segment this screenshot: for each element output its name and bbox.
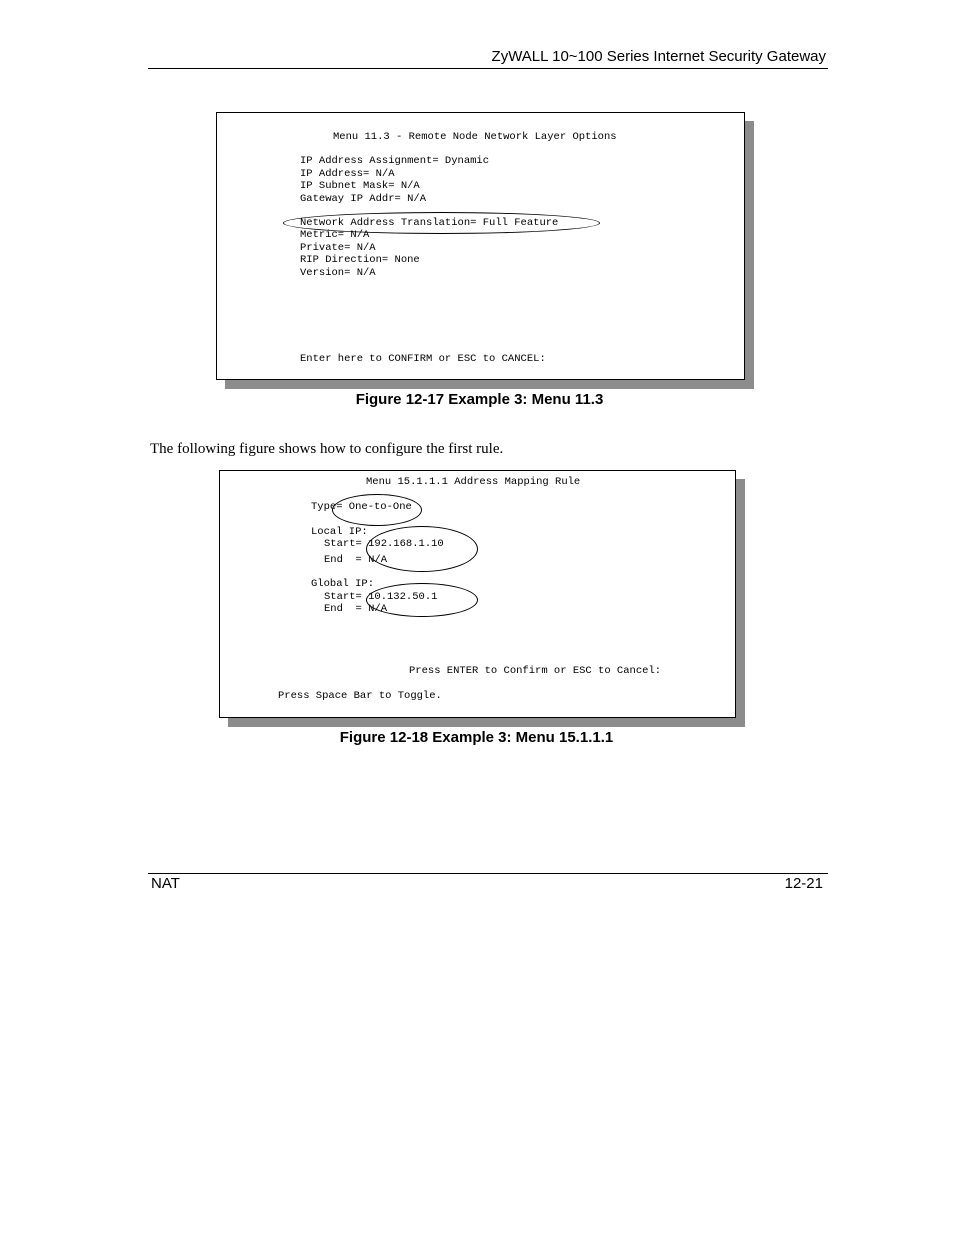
- header-rule: [148, 68, 828, 69]
- highlight-ellipse: [332, 494, 422, 526]
- highlight-ellipse: [283, 212, 600, 234]
- local-end-field: End = N/A: [324, 554, 388, 566]
- version-field: Version= N/A: [300, 267, 376, 279]
- confirm-prompt: Press ENTER to Confirm or ESC to Cancel:: [409, 665, 662, 677]
- gateway-ip-field: Gateway IP Addr= N/A: [300, 193, 427, 205]
- toggle-hint: Press Space Bar to Toggle.: [278, 690, 442, 702]
- ip-address-field: IP Address= N/A: [300, 168, 395, 180]
- rip-direction-field: RIP Direction= None: [300, 254, 420, 266]
- running-header: ZyWALL 10~100 Series Internet Security Gateway: [491, 48, 826, 65]
- terminal-screen-menu-11-3: [216, 112, 745, 380]
- highlight-ellipse: [366, 583, 478, 617]
- highlight-ellipse: [366, 526, 478, 572]
- ip-assignment-field: IP Address Assignment= Dynamic: [300, 155, 490, 167]
- menu-title: Menu 15.1.1.1 Address Mapping Rule: [366, 476, 581, 488]
- local-ip-label: Local IP:: [311, 526, 368, 538]
- confirm-prompt: Enter here to CONFIRM or ESC to CANCEL:: [300, 353, 546, 365]
- footer-page-number: 12-21: [784, 875, 823, 892]
- metric-field: Metric= N/A: [300, 229, 370, 241]
- footer-rule: [148, 873, 828, 874]
- ip-subnet-mask-field: IP Subnet Mask= N/A: [300, 180, 420, 192]
- local-start-field: Start= 192.168.1.10: [324, 538, 444, 550]
- type-field: Type= One-to-One: [311, 501, 412, 513]
- private-field: Private= N/A: [300, 242, 376, 254]
- footer-section-name: NAT: [151, 875, 180, 892]
- global-end-field: End = N/A: [324, 603, 388, 615]
- global-ip-label: Global IP:: [311, 578, 375, 590]
- terminal-screen-menu-15-1-1-1: [219, 470, 736, 718]
- figure-caption: Figure 12-18 Example 3: Menu 15.1.1.1: [339, 729, 614, 746]
- nat-field: Network Address Translation= Full Feature: [300, 217, 559, 229]
- body-paragraph: The following figure shows how to configure the first rule.: [150, 441, 504, 457]
- menu-title: Menu 11.3 - Remote Node Network Layer Options: [333, 131, 617, 143]
- figure-caption: Figure 12-17 Example 3: Menu 11.3: [355, 391, 604, 408]
- global-start-field: Start= 10.132.50.1: [324, 591, 438, 603]
